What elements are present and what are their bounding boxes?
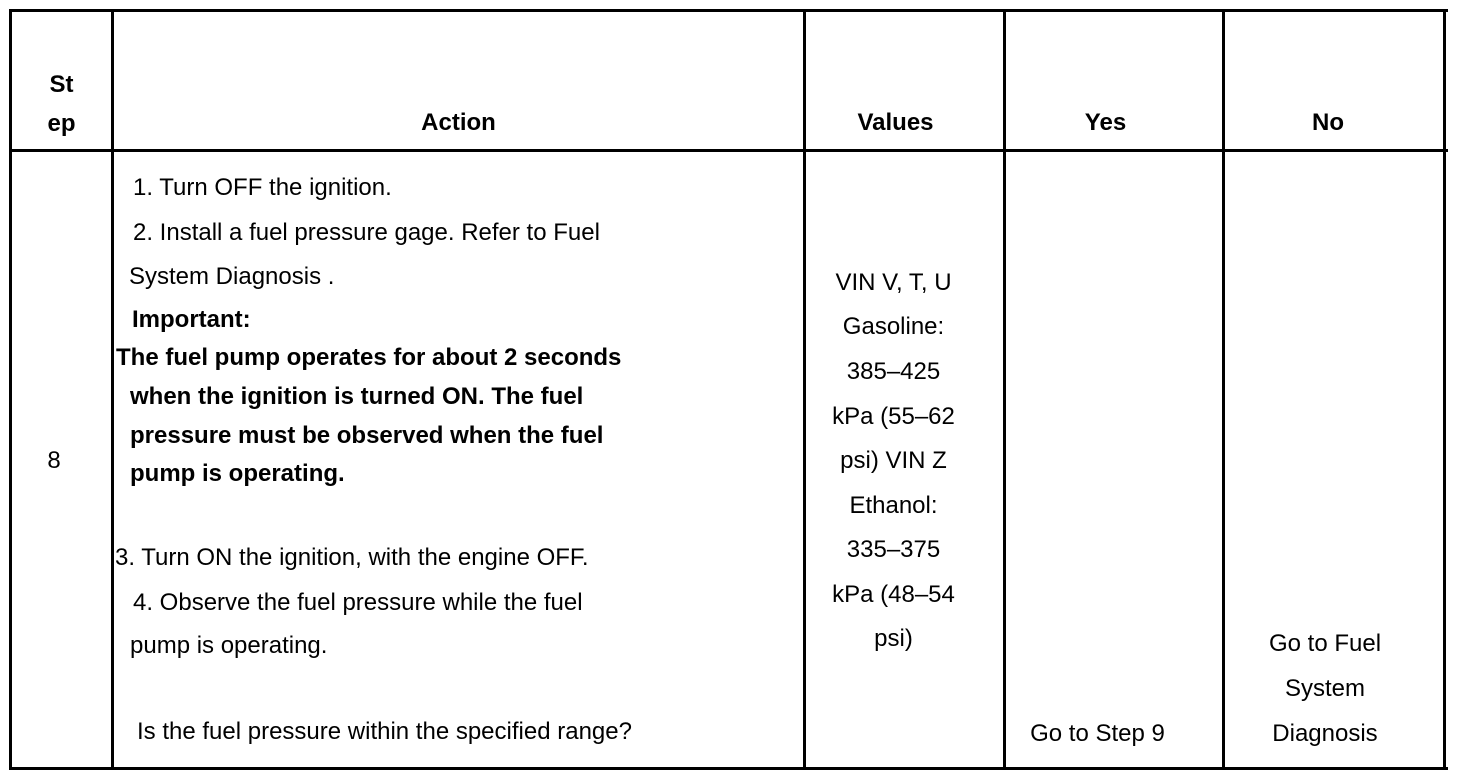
yes-action-link[interactable]: Go to Step 9: [1030, 720, 1165, 747]
no-action-link-line2[interactable]: System: [1284, 675, 1365, 702]
important-note-line2: when the ignition is turned ON. The fuel: [130, 383, 584, 410]
value-line-1: VIN V, T, U: [835, 269, 952, 296]
header-values: Values: [857, 109, 934, 136]
no-action-link-line3[interactable]: Diagnosis: [1272, 720, 1378, 747]
action-step-3: 3. Turn ON the ignition, with the engine OFF.: [115, 544, 589, 571]
no-action-link-line1[interactable]: Go to Fuel: [1268, 630, 1382, 657]
header-row-border: [10, 149, 1448, 152]
header-yes: Yes: [1084, 109, 1127, 136]
important-note-line1: The fuel pump operates for about 2 seconds: [116, 344, 622, 371]
important-label: Important:: [132, 306, 251, 333]
value-line-2: Gasoline:: [842, 313, 945, 340]
table-right-border: [1443, 9, 1446, 770]
table-bottom-border: [10, 767, 1448, 770]
header-no: No: [1312, 109, 1344, 136]
action-step-2-line1: 2. Install a fuel pressure gage. Refer to Fuel: [133, 219, 600, 246]
action-step-1: 1. Turn OFF the ignition.: [133, 174, 392, 201]
value-line-7: 335–375: [846, 536, 941, 563]
value-line-8: kPa (48–54: [832, 581, 955, 608]
value-line-9: psi): [874, 625, 913, 652]
table-top-border: [10, 9, 1448, 12]
value-line-4: kPa (55–62: [832, 403, 955, 430]
header-step-line2: ep: [47, 110, 76, 137]
value-line-3: 385–425: [846, 358, 941, 385]
value-line-5: psi) VIN Z: [840, 447, 947, 474]
step-number: 8: [47, 447, 61, 474]
header-step-line1: St: [49, 71, 74, 98]
action-step-4-line2: pump is operating.: [130, 632, 328, 659]
value-line-6: Ethanol:: [849, 492, 938, 519]
important-note-line4: pump is operating.: [130, 460, 345, 487]
header-action: Action: [421, 109, 496, 136]
action-step-4-line1: 4. Observe the fuel pressure while the fuel: [133, 589, 583, 616]
action-step-2-line2: System Diagnosis .: [129, 263, 335, 290]
important-note-line3: pressure must be observed when the fuel: [130, 422, 604, 449]
action-question: Is the fuel pressure within the specified range?: [137, 718, 632, 745]
